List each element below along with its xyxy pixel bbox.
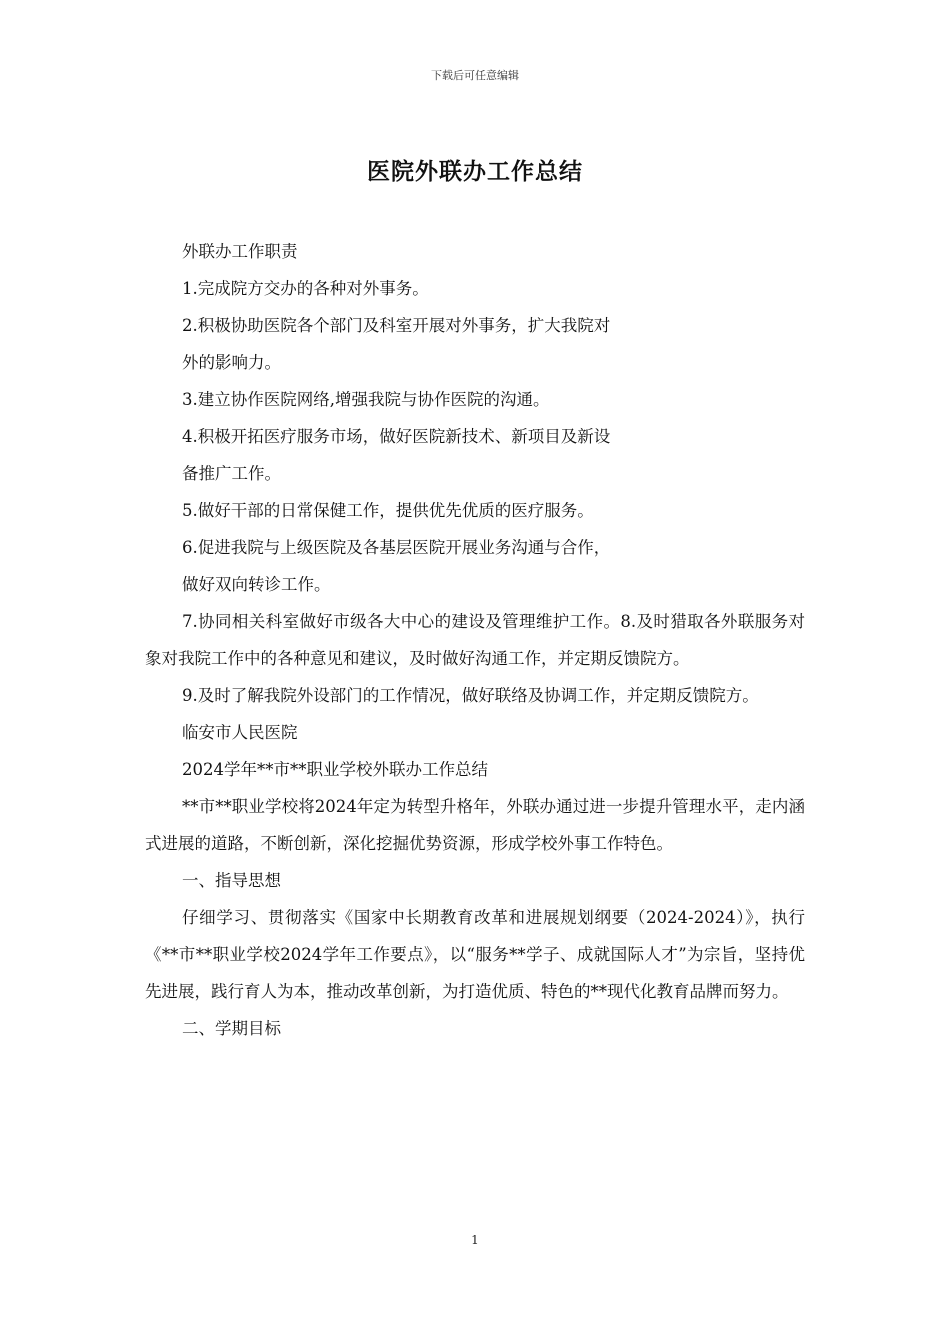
paragraph-duties-heading: 外联办工作职责 — [182, 242, 298, 261]
paragraph-item-1: 1.完成院方交办的各种对外事务。 — [182, 279, 429, 298]
page-header-note: 下载后可任意编辑 — [431, 69, 519, 82]
document-title: 医院外联办工作总结 — [367, 159, 583, 185]
section-heading-semester-goals: 二、学期目标 — [182, 1019, 281, 1038]
paragraph-item-6: 6.促进我院与上级医院及各基层医院开展业务沟通与合作， — [182, 538, 611, 557]
paragraph-item-4-cont: 备推广工作。 — [182, 464, 281, 483]
paragraph-hospital-name: 临安市人民医院 — [182, 723, 298, 742]
paragraph-item-2-cont: 外的影响力。 — [182, 353, 281, 372]
paragraph-school-intro: **市**职业学校将2024年定为转型升格年，外联办通过进一步提升管理水平，走内涵式进展的道路，不断创新，深化挖掘优势资源，形成学校外事工作特色。 — [145, 797, 805, 853]
page-number: 1 — [471, 1233, 479, 1247]
paragraph-item-4: 4.积极开拓医疗服务市场，做好医院新技术、新项目及新设 — [182, 427, 611, 446]
paragraph-item-9: 9.及时了解我院外设部门的工作情况，做好联络及协调工作，并定期反馈院方。 — [182, 686, 759, 705]
paragraph-item-2: 2.积极协助医院各个部门及科室开展对外事务，扩大我院对 — [182, 316, 611, 335]
section-heading-guiding-thought: 一、指导思想 — [182, 871, 281, 890]
paragraph-item-3: 3.建立协作医院网络,增强我院与协作医院的沟通。 — [182, 390, 550, 409]
paragraph-school-summary-title: 2024学年**市**职业学校外联办工作总结 — [182, 760, 488, 779]
paragraph-item-7-8: 7.协同相关科室做好市级各大中心的建设及管理维护工作。8.及时猎取各外联服务对象对我院工作中的各种意见和建议，及时做好沟通工作，并定期反馈院方。 — [145, 612, 805, 668]
document-body — [145, 233, 805, 1047]
paragraph-item-5: 5.做好干部的日常保健工作，提供优先优质的医疗服务。 — [182, 501, 594, 520]
paragraph-guiding-thought: 仔细学习、贯彻落实《国家中长期教育改革和进展规划纲要（2024-2024）》，执行《**市**职业学校2024学年工作要点》，以“服务**学子、成就国际人才”为宗旨，坚持优先进展，践行育人为本，推动改革创新，为打造优质、特色的**现代化教育品牌而努力。 — [145, 908, 805, 1001]
paragraph-item-6-cont: 做好双向转诊工作。 — [182, 575, 331, 594]
